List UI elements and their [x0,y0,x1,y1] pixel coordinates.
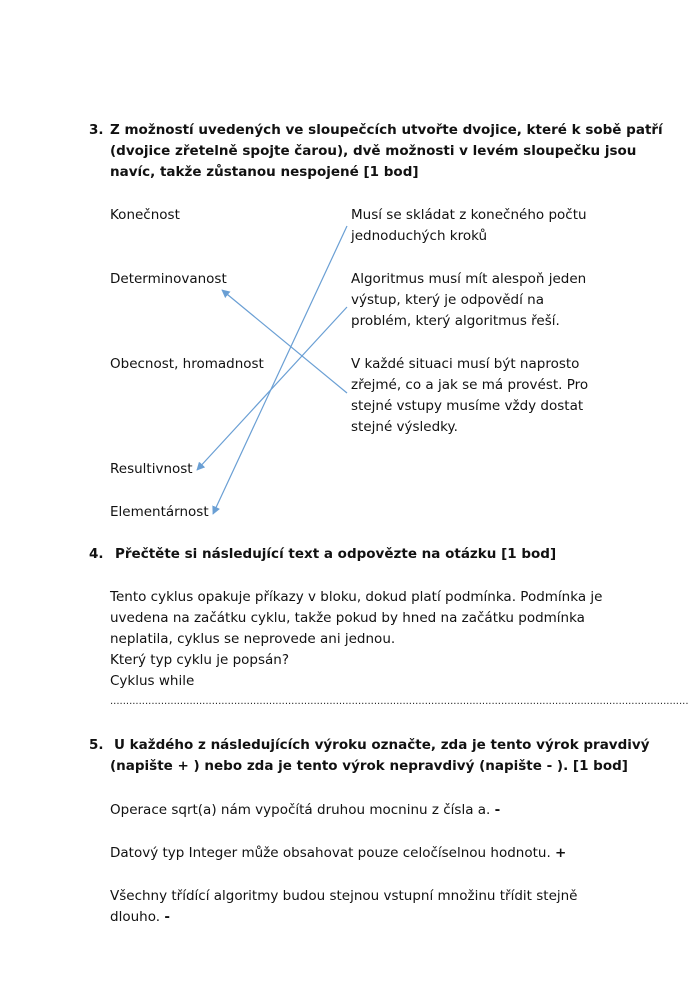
statement-text-line-2 [110,907,577,928]
definition-line: stejné výsledky. [351,419,458,435]
definition-line: Musí se skládat z konečného počtu [351,207,587,223]
question-4-number: 4. [89,546,104,562]
definition-line: Algoritmus musí mít alespoň jeden [351,271,587,287]
term-determinovanost: Determinovanost [110,271,227,287]
question-5-number: 5. [89,737,104,753]
statement-text: dlouho. [110,909,161,925]
definition-line: V každé situaci musí být naprosto [351,356,580,372]
definition-line: jednoduchých kroků [351,228,488,244]
statement-mark[interactable]: - [164,909,170,925]
question-4-question: Který typ cyklu je popsán? [110,652,290,668]
text-line: uvedena na začátku cyklu, takže pokud by hned na začátku podmínka [110,610,585,626]
question-4-heading: Přečtěte si následující text a odpovězte na otázku [1 bod] [115,546,557,562]
statement-text: Operace sqrt(a) nám vypočítá druhou mocninu z čísla a. [110,802,491,818]
definition-line: zřejmé, co a jak se má provést. Pro [351,377,589,393]
statement-2 [110,843,566,864]
answer-dotted-line[interactable]: ...................................................................................................................................................................................... [110,696,689,707]
statement-text: Všechny třídící algoritmy budou stejnou vstupní množinu třídit stejně [110,888,578,904]
question-5-heading [110,735,650,777]
text-line: Tento cyklus opakuje příkazy v bloku, dokud platí podmínka. Podmínka je [110,589,603,605]
question-4-answer[interactable]: Cyklus while [110,673,195,689]
line-obecnost-to-determinovanost [222,290,347,393]
definition-line: stejné vstupy musíme vždy dostat [351,398,584,414]
line-elementarnost-to-definition-1 [213,226,347,514]
heading-line: navíc, takže zůstanou nespojené [1 bod] [110,164,419,180]
statement-mark[interactable]: + [555,845,567,861]
heading-line: (napište + ) nebo zda je tento výrok nepravdivý (napište - ). [1 bod] [110,758,628,774]
statement-1 [110,800,500,821]
statement-mark[interactable]: - [494,802,501,818]
statement-text: Datový typ Integer může obsahovat pouze celočíselnou hodnotu. [110,845,551,861]
definition-line: problém, který algoritmus řeší. [351,313,560,329]
question-3-number: 3. [89,122,104,138]
term-konecnost: Konečnost [110,207,180,223]
term-resultivnost: Resultivnost [110,461,193,477]
definition-line: výstup, který je odpovědí na [351,292,545,308]
heading-line: (dvojice zřetelně spojte čarou), dvě možnosti v levém sloupečku jsou [110,143,637,159]
question-4-text [110,587,602,692]
heading-line: Z možností uvedených ve sloupečcích utvořte dvojice, které k sobě patří [110,122,663,138]
term-obecnost: Obecnost, hromadnost [110,356,264,372]
term-elementarnost: Elementárnost [110,504,209,520]
text-line: neplatila, cyklus se neprovede ani jednou. [110,631,396,647]
heading-line: U každého z následujících výroku označte, zda je tento výrok pravdivý [114,737,650,753]
statement-3 [110,886,577,928]
